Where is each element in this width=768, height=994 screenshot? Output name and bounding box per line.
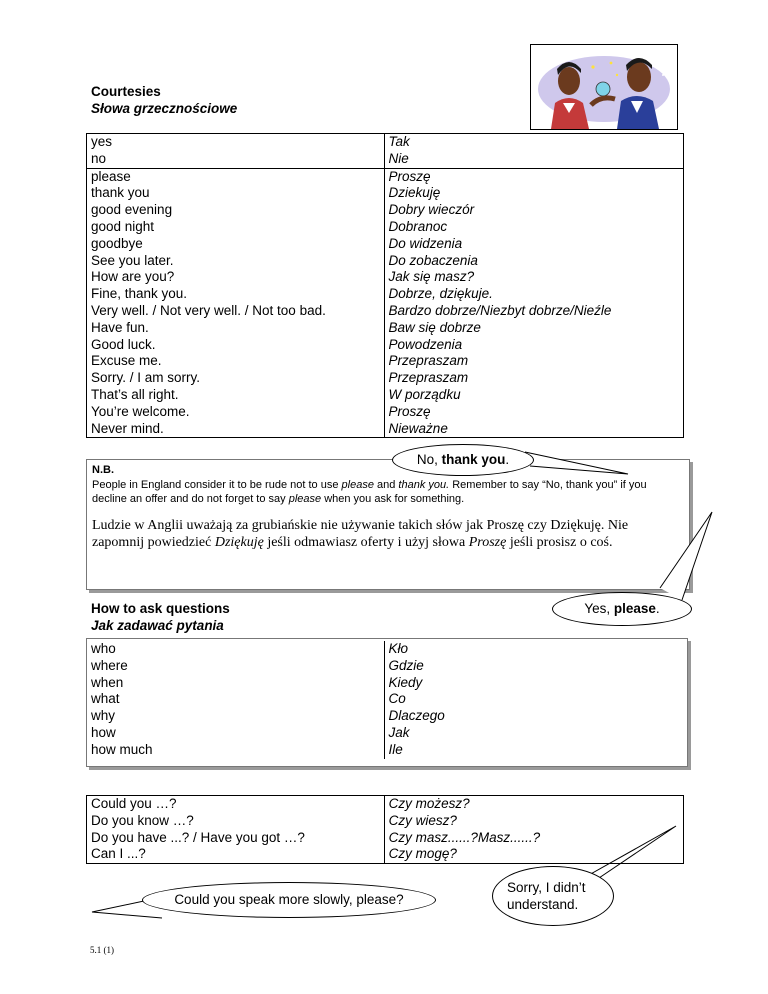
table-row [87, 236, 684, 253]
bubble-speak-slowly: Could you speak more slowly, please? [142, 882, 436, 918]
polish-term: W porządku [388, 386, 461, 402]
english-term: please [87, 168, 385, 185]
english-term: no [87, 151, 385, 168]
table-row [87, 202, 684, 219]
english-term: You’re welcome. [87, 404, 385, 421]
polish-term: Tak [388, 134, 410, 149]
english-term: See you later. [87, 253, 385, 270]
bubble-yes-please: Yes, please. [552, 592, 692, 626]
table-row [87, 404, 684, 421]
courtesies-table [86, 133, 684, 438]
clipart-people-image [530, 44, 678, 130]
courtesies-subtitle: Słowa grzecznościowe [91, 101, 238, 116]
table-row [87, 725, 687, 742]
polish-term: Czy masz......?Masz......? [388, 829, 541, 845]
polish-term: Dlaczego [388, 708, 445, 724]
polish-term: Dziekuję [388, 185, 441, 201]
english-term: That’s all right. [87, 387, 385, 404]
english-term: Excuse me. [87, 353, 385, 370]
questions-subtitle: Jak zadawać pytania [91, 618, 224, 633]
english-term: where [87, 658, 384, 675]
table-row [87, 253, 684, 270]
english-term: How are you? [87, 269, 385, 286]
polish-term: Jak [388, 724, 410, 740]
table-row [87, 708, 687, 725]
table-row [87, 269, 684, 286]
polish-term: Dobry wieczór [388, 202, 475, 218]
table-row [87, 742, 687, 759]
table-row [87, 337, 684, 354]
polish-term: Do widzenia [388, 235, 463, 251]
english-term: Could you …? [87, 796, 385, 813]
nb-english-text: People in England consider it to be rude not to use please and thank you. Remember to say “No, thank you” if you decline an offer and do not forget to say please when you ask for something. [92, 479, 647, 505]
polish-term: Gdzie [388, 657, 424, 673]
english-term: good night [87, 219, 385, 236]
english-term: Do you have ...? / Have you got …? [87, 830, 385, 847]
polish-term: Przepraszam [388, 370, 469, 386]
polish-term: Czy wiesz? [388, 812, 457, 828]
table-row [87, 286, 684, 303]
polish-term: Kło [388, 641, 409, 656]
english-term: Never mind. [87, 421, 385, 438]
polish-term: Jak się masz? [388, 269, 475, 285]
page-number: 5.1 (1) [90, 945, 114, 955]
polish-term: Czy mogę? [388, 846, 457, 862]
table-row [87, 846, 684, 863]
english-term: Good luck. [87, 337, 385, 354]
table-row [87, 134, 684, 151]
english-term: how [87, 725, 384, 742]
english-term: what [87, 691, 384, 708]
polish-term: Bardzo dobrze/Niezbyt dobrze/Nieźle [388, 302, 612, 318]
english-term: when [87, 675, 384, 692]
questions-title: How to ask questions [91, 601, 230, 616]
english-term: yes [87, 134, 385, 151]
nb-label: N.B. [92, 464, 114, 476]
english-term: who [87, 641, 384, 658]
polish-term: Baw się dobrze [388, 319, 481, 335]
table-row [87, 303, 684, 320]
table-row [87, 675, 687, 692]
table-row [87, 320, 684, 337]
english-term: Fine, thank you. [87, 286, 385, 303]
english-term: Have fun. [87, 320, 385, 337]
table-row [87, 830, 684, 847]
polish-term: Ile [388, 741, 403, 757]
question-words-box [86, 638, 688, 767]
polish-term: Co [388, 691, 406, 707]
bubble-no-thank-you: No, thank you. [392, 444, 534, 476]
polish-term: Dobrze, dziękuje. [388, 286, 493, 302]
table-row [87, 353, 684, 370]
table-row [87, 219, 684, 236]
table-row [87, 185, 684, 202]
polish-term: Nie [384, 151, 683, 168]
table-row [87, 168, 684, 185]
english-term: Can I ...? [87, 846, 385, 863]
table-row [87, 151, 684, 168]
polish-term: Dobranoc [388, 218, 448, 234]
nb-polish-text: Ludzie w Anglii uważają za grubiańskie nie używanie takich słów jak Proszę czy Dziękuję. Nie zapomnij powiedzieć Dziękuję jeśli odmawiasz oferty i użyj słowa Proszę jeśli prosisz o coś. [92, 518, 629, 550]
polish-term: Proszę [388, 168, 431, 184]
table-row [87, 813, 684, 830]
question-phrases-table [86, 795, 684, 864]
table-row [87, 658, 687, 675]
table-row [87, 387, 684, 404]
polish-term: Do zobaczenia [388, 252, 478, 268]
question-words-table [87, 641, 687, 759]
courtesies-title: Courtesies [91, 84, 161, 99]
nb-box [86, 459, 690, 590]
english-term: good evening [87, 202, 385, 219]
polish-term: Kiedy [388, 674, 423, 690]
polish-term: Przepraszam [388, 353, 469, 369]
english-term: Do you know …? [87, 813, 385, 830]
polish-term: Powodzenia [388, 336, 463, 352]
english-term: how much [87, 742, 384, 759]
polish-term: Proszę [388, 403, 431, 419]
table-row [87, 421, 684, 438]
english-term: Sorry. / I am sorry. [87, 370, 385, 387]
english-term: Very well. / Not very well. / Not too bad. [87, 303, 385, 320]
bubble-sorry: Sorry, I didn’t understand. [492, 866, 614, 926]
table-row [87, 691, 687, 708]
english-term: thank you [87, 185, 385, 202]
polish-term: Czy możesz? [388, 796, 470, 811]
table-row [87, 796, 684, 813]
english-term: why [87, 708, 384, 725]
table-row [87, 370, 684, 387]
english-term: goodbye [87, 236, 385, 253]
polish-term: Nieważne [388, 420, 448, 436]
table-row [87, 641, 687, 658]
